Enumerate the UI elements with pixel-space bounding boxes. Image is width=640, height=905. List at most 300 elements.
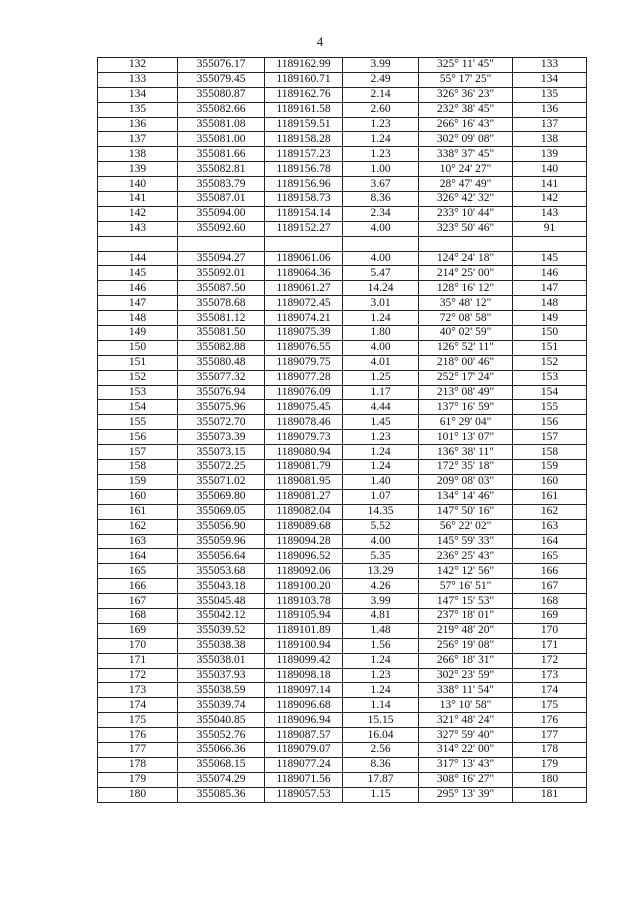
- table-row: [98, 311, 587, 326]
- table-row: [98, 579, 587, 594]
- x-coordinate-cell: 355073.39: [178, 430, 265, 445]
- y-coordinate-cell: 1189075.45: [265, 400, 343, 415]
- x-coordinate-cell: 355076.17: [178, 58, 265, 73]
- bearing-cell: 55° 17' 25": [419, 72, 513, 87]
- bearing-cell: 326° 36' 23": [419, 87, 513, 102]
- point-number-cell: 163: [98, 534, 178, 549]
- x-coordinate-cell: 355094.00: [178, 206, 265, 221]
- bearing-cell: 321° 48' 24": [419, 713, 513, 728]
- next-point-cell: 151: [513, 340, 587, 355]
- empty-cell: [98, 236, 178, 251]
- next-point-cell: 147: [513, 281, 587, 296]
- y-coordinate-cell: 1189156.96: [265, 177, 343, 192]
- x-coordinate-cell: 355092.60: [178, 221, 265, 236]
- point-number-cell: 155: [98, 415, 178, 430]
- table-row: [98, 102, 587, 117]
- y-coordinate-cell: 1189100.20: [265, 579, 343, 594]
- table-row: [98, 147, 587, 162]
- y-coordinate-cell: 1189100.94: [265, 638, 343, 653]
- empty-cell: [178, 236, 265, 251]
- x-coordinate-cell: 355087.01: [178, 192, 265, 207]
- distance-cell: 3.67: [343, 177, 419, 192]
- y-coordinate-cell: 1189071.56: [265, 772, 343, 787]
- distance-cell: 15.15: [343, 713, 419, 728]
- next-point-cell: 172: [513, 653, 587, 668]
- point-number-cell: 149: [98, 326, 178, 341]
- x-coordinate-cell: 355071.02: [178, 474, 265, 489]
- distance-cell: 1.24: [343, 683, 419, 698]
- next-point-cell: 176: [513, 713, 587, 728]
- table-row: [98, 668, 587, 683]
- x-coordinate-cell: 355073.15: [178, 445, 265, 460]
- y-coordinate-cell: 1189094.28: [265, 534, 343, 549]
- x-coordinate-cell: 355072.25: [178, 460, 265, 475]
- bearing-cell: 72° 08' 58": [419, 311, 513, 326]
- table-gap-row: [98, 236, 587, 251]
- y-coordinate-cell: 1189081.95: [265, 474, 343, 489]
- bearing-cell: 219° 48' 20": [419, 623, 513, 638]
- x-coordinate-cell: 355043.18: [178, 579, 265, 594]
- bearing-cell: 266° 16' 43": [419, 117, 513, 132]
- next-point-cell: 168: [513, 594, 587, 609]
- y-coordinate-cell: 1189079.75: [265, 355, 343, 370]
- table-row: [98, 296, 587, 311]
- table-row: [98, 534, 587, 549]
- next-point-cell: 140: [513, 162, 587, 177]
- point-number-cell: 171: [98, 653, 178, 668]
- y-coordinate-cell: 1189061.06: [265, 251, 343, 266]
- table-row: [98, 623, 587, 638]
- next-point-cell: 155: [513, 400, 587, 415]
- distance-cell: 8.36: [343, 192, 419, 207]
- y-coordinate-cell: 1189156.78: [265, 162, 343, 177]
- table-row: [98, 355, 587, 370]
- table-row: [98, 638, 587, 653]
- y-coordinate-cell: 1189076.09: [265, 385, 343, 400]
- next-point-cell: 180: [513, 772, 587, 787]
- point-number-cell: 160: [98, 489, 178, 504]
- bearing-cell: 317° 13' 43": [419, 757, 513, 772]
- distance-cell: 3.99: [343, 58, 419, 73]
- point-number-cell: 176: [98, 728, 178, 743]
- bearing-cell: 232° 38' 45": [419, 102, 513, 117]
- x-coordinate-cell: 355080.48: [178, 355, 265, 370]
- y-coordinate-cell: 1189074.21: [265, 311, 343, 326]
- next-point-cell: 157: [513, 430, 587, 445]
- table-row: [98, 504, 587, 519]
- y-coordinate-cell: 1189157.23: [265, 147, 343, 162]
- table-row: [98, 519, 587, 534]
- point-number-cell: 138: [98, 147, 178, 162]
- x-coordinate-cell: 355037.93: [178, 668, 265, 683]
- point-number-cell: 170: [98, 638, 178, 653]
- next-point-cell: 135: [513, 87, 587, 102]
- table-row: [98, 430, 587, 445]
- x-coordinate-cell: 355082.88: [178, 340, 265, 355]
- table-row: [98, 206, 587, 221]
- next-point-cell: 139: [513, 147, 587, 162]
- bearing-cell: 256° 19' 08": [419, 638, 513, 653]
- next-point-cell: 154: [513, 385, 587, 400]
- distance-cell: 1.23: [343, 430, 419, 445]
- next-point-cell: 165: [513, 549, 587, 564]
- x-coordinate-cell: 355083.79: [178, 177, 265, 192]
- table-row: [98, 87, 587, 102]
- bearing-cell: 134° 14' 46": [419, 489, 513, 504]
- x-coordinate-cell: 355094.27: [178, 251, 265, 266]
- table-row: [98, 713, 587, 728]
- point-number-cell: 156: [98, 430, 178, 445]
- table-row: [98, 787, 587, 802]
- x-coordinate-cell: 355081.08: [178, 117, 265, 132]
- y-coordinate-cell: 1189064.36: [265, 266, 343, 281]
- next-point-cell: 141: [513, 177, 587, 192]
- table-row: [98, 460, 587, 475]
- table-row: [98, 608, 587, 623]
- x-coordinate-cell: 355081.00: [178, 132, 265, 147]
- next-point-cell: 169: [513, 608, 587, 623]
- bearing-cell: 61° 29' 04": [419, 415, 513, 430]
- x-coordinate-cell: 355042.12: [178, 608, 265, 623]
- bearing-cell: 35° 48' 12": [419, 296, 513, 311]
- coordinates-table: [97, 57, 587, 803]
- table-row: [98, 385, 587, 400]
- distance-cell: 4.00: [343, 251, 419, 266]
- distance-cell: 1.24: [343, 653, 419, 668]
- point-number-cell: 157: [98, 445, 178, 460]
- table-row: [98, 728, 587, 743]
- point-number-cell: 173: [98, 683, 178, 698]
- point-number-cell: 165: [98, 564, 178, 579]
- point-number-cell: 153: [98, 385, 178, 400]
- x-coordinate-cell: 355052.76: [178, 728, 265, 743]
- y-coordinate-cell: 1189057.53: [265, 787, 343, 802]
- distance-cell: 1.23: [343, 668, 419, 683]
- bearing-cell: 126° 52' 11": [419, 340, 513, 355]
- next-point-cell: 181: [513, 787, 587, 802]
- bearing-cell: 40° 02' 59": [419, 326, 513, 341]
- x-coordinate-cell: 355074.29: [178, 772, 265, 787]
- point-number-cell: 180: [98, 787, 178, 802]
- point-number-cell: 167: [98, 594, 178, 609]
- distance-cell: 4.81: [343, 608, 419, 623]
- point-number-cell: 154: [98, 400, 178, 415]
- next-point-cell: 152: [513, 355, 587, 370]
- point-number-cell: 134: [98, 87, 178, 102]
- next-point-cell: 150: [513, 326, 587, 341]
- table-row: [98, 58, 587, 73]
- point-number-cell: 141: [98, 192, 178, 207]
- table-row: [98, 594, 587, 609]
- distance-cell: 1.24: [343, 132, 419, 147]
- next-point-cell: 143: [513, 206, 587, 221]
- distance-cell: 4.01: [343, 355, 419, 370]
- distance-cell: 13.29: [343, 564, 419, 579]
- x-coordinate-cell: 355077.32: [178, 370, 265, 385]
- y-coordinate-cell: 1189079.73: [265, 430, 343, 445]
- bearing-cell: 142° 12' 56": [419, 564, 513, 579]
- x-coordinate-cell: 355082.66: [178, 102, 265, 117]
- distance-cell: 1.23: [343, 117, 419, 132]
- distance-cell: 1.14: [343, 698, 419, 713]
- bearing-cell: 308° 16' 27": [419, 772, 513, 787]
- table-row: [98, 549, 587, 564]
- distance-cell: 1.80: [343, 326, 419, 341]
- point-number-cell: 161: [98, 504, 178, 519]
- bearing-cell: 28° 47' 49": [419, 177, 513, 192]
- x-coordinate-cell: 355059.96: [178, 534, 265, 549]
- point-number-cell: 175: [98, 713, 178, 728]
- distance-cell: 14.24: [343, 281, 419, 296]
- distance-cell: 2.60: [343, 102, 419, 117]
- table-row: [98, 400, 587, 415]
- y-coordinate-cell: 1189082.04: [265, 504, 343, 519]
- table-row: [98, 698, 587, 713]
- next-point-cell: 178: [513, 742, 587, 757]
- y-coordinate-cell: 1189161.58: [265, 102, 343, 117]
- bearing-cell: 172° 35' 18": [419, 460, 513, 475]
- distance-cell: 3.99: [343, 594, 419, 609]
- distance-cell: 1.40: [343, 474, 419, 489]
- table-row: [98, 281, 587, 296]
- coordinates-table-body: [98, 58, 587, 803]
- bearing-cell: 214° 25' 00": [419, 266, 513, 281]
- bearing-cell: 314° 22' 00": [419, 742, 513, 757]
- bearing-cell: 302° 23' 59": [419, 668, 513, 683]
- point-number-cell: 179: [98, 772, 178, 787]
- y-coordinate-cell: 1189101.89: [265, 623, 343, 638]
- distance-cell: 5.35: [343, 549, 419, 564]
- x-coordinate-cell: 355082.81: [178, 162, 265, 177]
- bearing-cell: 57° 16' 51": [419, 579, 513, 594]
- distance-cell: 4.00: [343, 221, 419, 236]
- distance-cell: 1.45: [343, 415, 419, 430]
- distance-cell: 3.01: [343, 296, 419, 311]
- next-point-cell: 146: [513, 266, 587, 281]
- bearing-cell: 233° 10' 44": [419, 206, 513, 221]
- point-number-cell: 172: [98, 668, 178, 683]
- next-point-cell: 166: [513, 564, 587, 579]
- point-number-cell: 147: [98, 296, 178, 311]
- distance-cell: 1.24: [343, 311, 419, 326]
- y-coordinate-cell: 1189078.46: [265, 415, 343, 430]
- distance-cell: 16.04: [343, 728, 419, 743]
- x-coordinate-cell: 355080.87: [178, 87, 265, 102]
- distance-cell: 17.87: [343, 772, 419, 787]
- table-row: [98, 340, 587, 355]
- bearing-cell: 128° 16' 12": [419, 281, 513, 296]
- y-coordinate-cell: 1189098.18: [265, 668, 343, 683]
- distance-cell: 5.52: [343, 519, 419, 534]
- bearing-cell: 13° 10' 58": [419, 698, 513, 713]
- x-coordinate-cell: 355081.50: [178, 326, 265, 341]
- table-row: [98, 772, 587, 787]
- distance-cell: 4.26: [343, 579, 419, 594]
- bearing-cell: 124° 24' 18": [419, 251, 513, 266]
- y-coordinate-cell: 1189080.94: [265, 445, 343, 460]
- x-coordinate-cell: 355069.80: [178, 489, 265, 504]
- table-row: [98, 415, 587, 430]
- coordinates-table-container: [97, 57, 586, 803]
- y-coordinate-cell: 1189076.55: [265, 340, 343, 355]
- distance-cell: 2.34: [343, 206, 419, 221]
- x-coordinate-cell: 355092.01: [178, 266, 265, 281]
- y-coordinate-cell: 1189154.14: [265, 206, 343, 221]
- distance-cell: 4.00: [343, 534, 419, 549]
- point-number-cell: 150: [98, 340, 178, 355]
- y-coordinate-cell: 1189087.57: [265, 728, 343, 743]
- bearing-cell: 136° 38' 11": [419, 445, 513, 460]
- bearing-cell: 10° 24' 27": [419, 162, 513, 177]
- y-coordinate-cell: 1189096.52: [265, 549, 343, 564]
- bearing-cell: 147° 15' 53": [419, 594, 513, 609]
- bearing-cell: 302° 09' 08": [419, 132, 513, 147]
- x-coordinate-cell: 355040.85: [178, 713, 265, 728]
- y-coordinate-cell: 1189077.28: [265, 370, 343, 385]
- next-point-cell: 175: [513, 698, 587, 713]
- distance-cell: 2.56: [343, 742, 419, 757]
- x-coordinate-cell: 355045.48: [178, 594, 265, 609]
- x-coordinate-cell: 355085.36: [178, 787, 265, 802]
- y-coordinate-cell: 1189081.79: [265, 460, 343, 475]
- x-coordinate-cell: 355038.59: [178, 683, 265, 698]
- table-row: [98, 742, 587, 757]
- y-coordinate-cell: 1189162.99: [265, 58, 343, 73]
- y-coordinate-cell: 1189079.07: [265, 742, 343, 757]
- next-point-cell: 161: [513, 489, 587, 504]
- x-coordinate-cell: 355076.94: [178, 385, 265, 400]
- next-point-cell: 160: [513, 474, 587, 489]
- next-point-cell: 136: [513, 102, 587, 117]
- y-coordinate-cell: 1189081.27: [265, 489, 343, 504]
- x-coordinate-cell: 355039.74: [178, 698, 265, 713]
- x-coordinate-cell: 355081.66: [178, 147, 265, 162]
- distance-cell: 4.44: [343, 400, 419, 415]
- next-point-cell: 163: [513, 519, 587, 534]
- next-point-cell: 133: [513, 58, 587, 73]
- next-point-cell: 138: [513, 132, 587, 147]
- y-coordinate-cell: 1189061.27: [265, 281, 343, 296]
- table-row: [98, 221, 587, 236]
- distance-cell: 1.24: [343, 445, 419, 460]
- y-coordinate-cell: 1189077.24: [265, 757, 343, 772]
- bearing-cell: 147° 50' 16": [419, 504, 513, 519]
- point-number-cell: 168: [98, 608, 178, 623]
- y-coordinate-cell: 1189099.42: [265, 653, 343, 668]
- distance-cell: 1.07: [343, 489, 419, 504]
- x-coordinate-cell: 355039.52: [178, 623, 265, 638]
- point-number-cell: 132: [98, 58, 178, 73]
- bearing-cell: 137° 16' 59": [419, 400, 513, 415]
- bearing-cell: 236° 25' 43": [419, 549, 513, 564]
- x-coordinate-cell: 355066.36: [178, 742, 265, 757]
- y-coordinate-cell: 1189092.06: [265, 564, 343, 579]
- point-number-cell: 151: [98, 355, 178, 370]
- point-number-cell: 143: [98, 221, 178, 236]
- table-row: [98, 162, 587, 177]
- next-point-cell: 179: [513, 757, 587, 772]
- y-coordinate-cell: 1189089.68: [265, 519, 343, 534]
- distance-cell: 1.00: [343, 162, 419, 177]
- y-coordinate-cell: 1189075.39: [265, 326, 343, 341]
- table-row: [98, 564, 587, 579]
- bearing-cell: 295° 13' 39": [419, 787, 513, 802]
- table-row: [98, 251, 587, 266]
- bearing-cell: 209° 08' 03": [419, 474, 513, 489]
- x-coordinate-cell: 355056.64: [178, 549, 265, 564]
- next-point-cell: 134: [513, 72, 587, 87]
- table-row: [98, 177, 587, 192]
- next-point-cell: 148: [513, 296, 587, 311]
- point-number-cell: 174: [98, 698, 178, 713]
- y-coordinate-cell: 1189158.28: [265, 132, 343, 147]
- distance-cell: 1.17: [343, 385, 419, 400]
- distance-cell: 2.49: [343, 72, 419, 87]
- next-point-cell: 149: [513, 311, 587, 326]
- table-row: [98, 192, 587, 207]
- table-row: [98, 326, 587, 341]
- x-coordinate-cell: 355072.70: [178, 415, 265, 430]
- distance-cell: 5.47: [343, 266, 419, 281]
- next-point-cell: 162: [513, 504, 587, 519]
- x-coordinate-cell: 355068.15: [178, 757, 265, 772]
- y-coordinate-cell: 1189152.27: [265, 221, 343, 236]
- next-point-cell: 170: [513, 623, 587, 638]
- bearing-cell: 338° 11' 54": [419, 683, 513, 698]
- bearing-cell: 323° 50' 46": [419, 221, 513, 236]
- x-coordinate-cell: 355038.01: [178, 653, 265, 668]
- y-coordinate-cell: 1189072.45: [265, 296, 343, 311]
- point-number-cell: 135: [98, 102, 178, 117]
- table-row: [98, 757, 587, 772]
- bearing-cell: 145° 59' 33": [419, 534, 513, 549]
- next-point-cell: 164: [513, 534, 587, 549]
- table-row: [98, 132, 587, 147]
- table-row: [98, 489, 587, 504]
- point-number-cell: 133: [98, 72, 178, 87]
- next-point-cell: 137: [513, 117, 587, 132]
- bearing-cell: 338° 37' 45": [419, 147, 513, 162]
- table-row: [98, 370, 587, 385]
- empty-cell: [343, 236, 419, 251]
- table-row: [98, 72, 587, 87]
- point-number-cell: 137: [98, 132, 178, 147]
- bearing-cell: 237° 18' 01": [419, 608, 513, 623]
- table-row: [98, 445, 587, 460]
- next-point-cell: 171: [513, 638, 587, 653]
- bearing-cell: 252° 17' 24": [419, 370, 513, 385]
- distance-cell: 1.48: [343, 623, 419, 638]
- empty-cell: [265, 236, 343, 251]
- point-number-cell: 152: [98, 370, 178, 385]
- point-number-cell: 145: [98, 266, 178, 281]
- x-coordinate-cell: 355081.12: [178, 311, 265, 326]
- point-number-cell: 136: [98, 117, 178, 132]
- distance-cell: 4.00: [343, 340, 419, 355]
- distance-cell: 1.24: [343, 460, 419, 475]
- x-coordinate-cell: 355053.68: [178, 564, 265, 579]
- point-number-cell: 148: [98, 311, 178, 326]
- distance-cell: 8.36: [343, 757, 419, 772]
- point-number-cell: 159: [98, 474, 178, 489]
- bearing-cell: 326° 42' 32": [419, 192, 513, 207]
- table-row: [98, 117, 587, 132]
- bearing-cell: 56° 22' 02": [419, 519, 513, 534]
- distance-cell: 1.25: [343, 370, 419, 385]
- distance-cell: 1.56: [343, 638, 419, 653]
- next-point-cell: 158: [513, 445, 587, 460]
- y-coordinate-cell: 1189096.94: [265, 713, 343, 728]
